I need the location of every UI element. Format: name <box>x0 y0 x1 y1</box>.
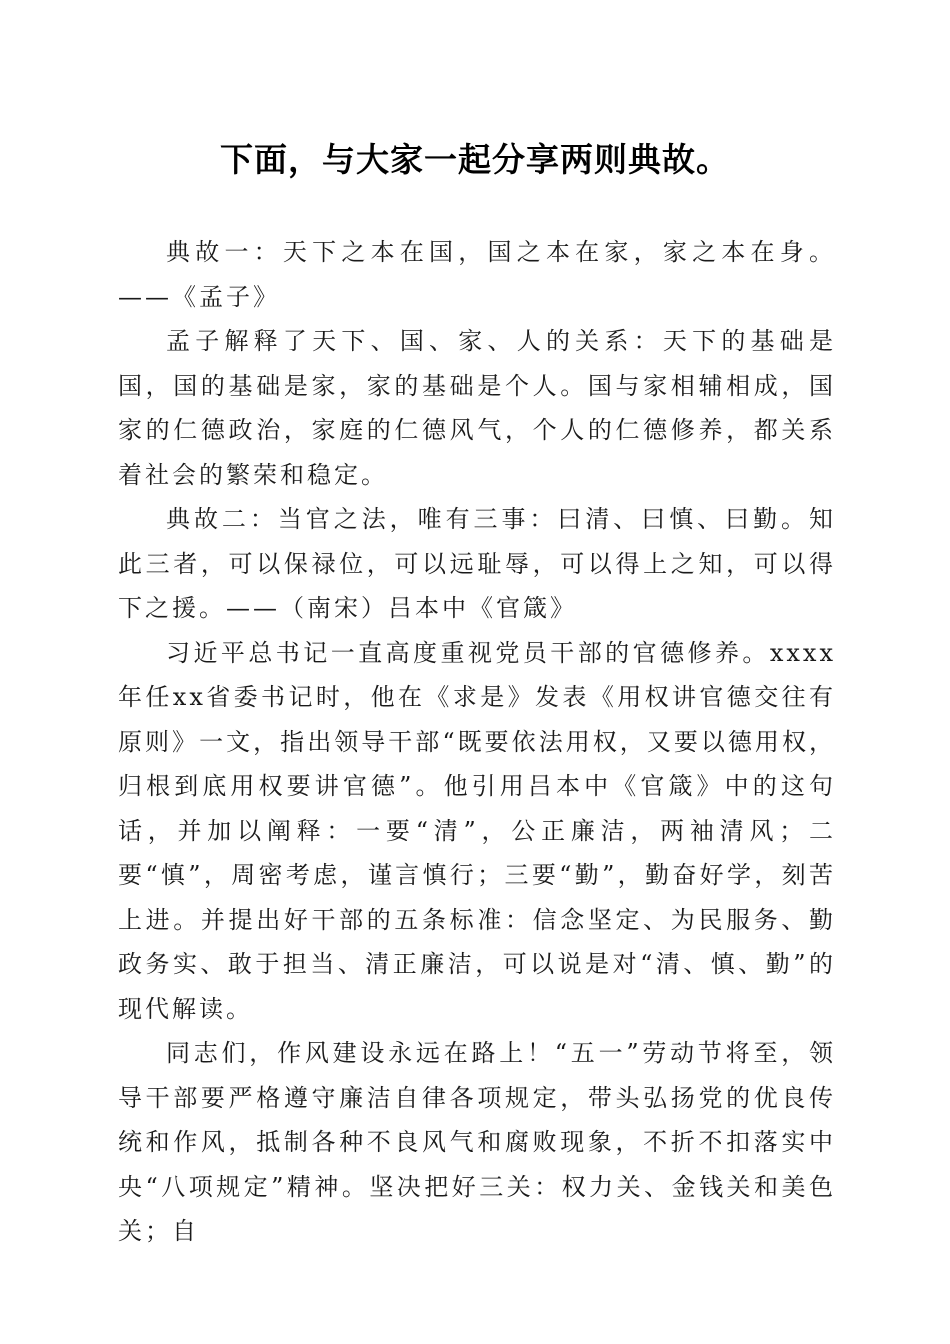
paragraph-official-virtue: 习近平总书记一直高度重视党员干部的官德修养。xxxx年任xx省委书记时，他在《求是》发表《用权讲官德交往有原则》一文，指出领导干部“既要依法用权，又要以德用权，归根到底用权要讲官德”。他引用吕本中《官箴》中的这句话，并加以阐释：一要“清”，公正廉洁，两袖清风；二要“慎”，周密考虑，谨言慎行；三要“勤”，勤奋好学，刻苦上进。并提出好干部的五条标准：信念坚定、为民服务、勤政务实、敢于担当、清正廉洁，可以说是对“清、慎、勤”的现代解读。 <box>118 638 836 1023</box>
paragraph-allusion-two: 典故二：当官之法，唯有三事：曰清、曰慎、曰勤。知此三者，可以保禄位，可以远耻辱，可以得上之知，可以得下之援。——（南宋）吕本中《官箴》 <box>118 505 836 622</box>
paragraph-mencius-explanation: 孟子解释了天下、国、家、人的关系：天下的基础是国，国的基础是家，家的基础是个人。国与家相辅相成，国家的仁德政治，家庭的仁德风气，个人的仁德修养，都关系着社会的繁荣和稳定。 <box>118 327 836 489</box>
document-body <box>118 230 836 1254</box>
paragraph-allusion-one: 典故一：天下之本在国，国之本在家，家之本在身。——《孟子》 <box>118 238 836 311</box>
page-title: 下面，与大家一起分享两则典故。 <box>220 140 730 179</box>
paragraph-work-style: 同志们，作风建设永远在路上！“五一”劳动节将至，领导干部要严格遵守廉洁自律各项规定，带头弘扬党的优良传统和作风，抵制各种不良风气和腐败现象，不折不扣落实中央“八项规定”精神。坚决把好三关：权力关、金钱关和美色关；自 <box>118 1039 836 1245</box>
